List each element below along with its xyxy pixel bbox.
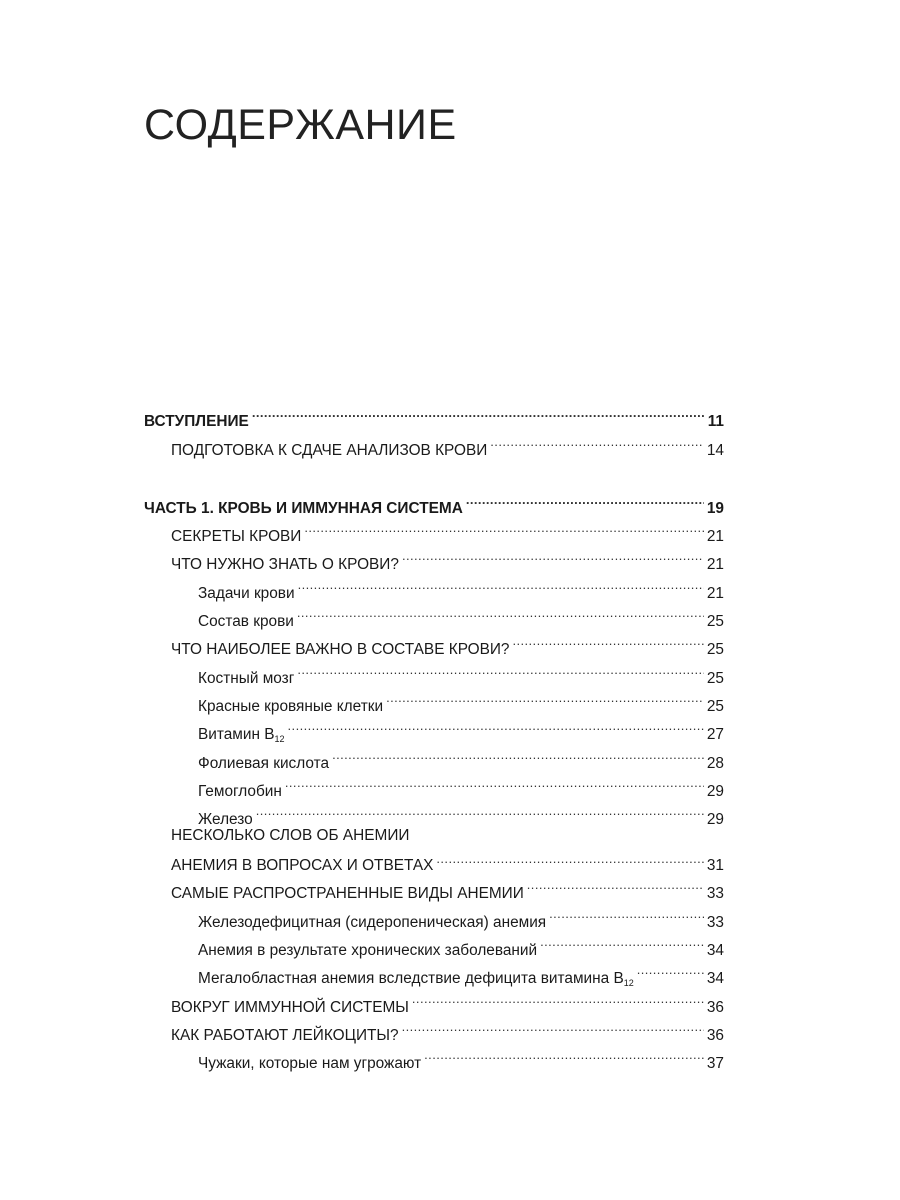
toc-page-number: 19 <box>706 499 724 517</box>
toc-entry-label: Железо <box>198 811 253 829</box>
toc-page-number: 27 <box>706 726 724 744</box>
toc-entry-label: Витамин $В_{12}$ <box>198 726 285 745</box>
toc-entry-red-cells[interactable] <box>144 683 724 715</box>
toc-entry-label: Фолиевая кислота <box>198 754 330 772</box>
dot-leader <box>402 541 704 569</box>
toc-entry-threats[interactable] <box>144 1040 724 1073</box>
toc-entry-label: Красные кровяные клетки <box>198 697 384 715</box>
toc-page-number: 29 <box>706 782 724 800</box>
toc-entry-hemoglobin[interactable] <box>144 768 724 800</box>
toc-entry-label: КАК РАБОТАЮТ ЛЕЙКОЦИТЫ? <box>171 1026 399 1044</box>
toc-page-number: 25 <box>706 641 724 659</box>
toc-entry-bone-marrow[interactable] <box>144 654 724 687</box>
dot-leader <box>540 927 704 955</box>
toc-page-number: 34 <box>706 970 724 988</box>
toc-page-number: 37 <box>706 1055 724 1073</box>
toc-entry-blood-test-prep[interactable] <box>144 426 724 459</box>
toc-page-number: 31 <box>706 857 724 875</box>
toc-page-number: 33 <box>706 885 724 903</box>
page-title: СОДЕРЖАНИЕ <box>144 101 457 149</box>
toc-entry-most-important[interactable] <box>144 626 724 659</box>
toc-page-number: 21 <box>706 528 724 546</box>
dot-leader <box>332 739 704 767</box>
dot-leader <box>424 1040 704 1068</box>
toc-entry-folic-acid[interactable] <box>144 739 724 772</box>
toc-page-number: 36 <box>706 1026 724 1044</box>
toc-entry-label: Чужаки, которые нам угрожают <box>198 1055 422 1073</box>
subscript: 12 <box>274 734 285 745</box>
dot-leader <box>527 870 704 898</box>
toc-entry-label: ПОДГОТОВКА К СДАЧЕ АНАЛИЗОВ КРОВИ <box>171 441 488 459</box>
toc-page-number: 36 <box>706 998 724 1016</box>
toc-page-number: 21 <box>706 584 724 602</box>
toc-page-number: 29 <box>706 811 724 829</box>
toc-page-number: 25 <box>706 697 724 715</box>
dot-leader <box>297 654 704 682</box>
toc-entry-megaloblastic[interactable] <box>144 955 724 989</box>
dot-leader <box>513 626 704 654</box>
dot-leader <box>412 983 704 1011</box>
toc-page-number: 25 <box>706 613 724 631</box>
toc-page-number: 28 <box>706 754 724 772</box>
dot-leader <box>298 569 704 597</box>
toc-entry-label: АНЕМИЯ В ВОПРОСАХ И ОТВЕТАХ <box>171 857 434 875</box>
toc-entry-iron[interactable] <box>144 796 724 829</box>
toc-entry-label: ЧТО НАИБОЛЕЕ ВАЖНО В СОСТАВЕ КРОВИ? <box>171 641 510 659</box>
toc-entry-label: Анемия в результате хронических заболеваний <box>198 942 538 960</box>
dot-leader <box>386 683 704 711</box>
toc-entry-immune-system[interactable] <box>144 983 724 1016</box>
dot-leader <box>304 513 704 541</box>
dot-leader <box>256 796 704 824</box>
toc-page-number: 11 <box>707 413 724 431</box>
toc-page-number: 33 <box>706 913 724 931</box>
toc-page-number: 21 <box>706 556 724 574</box>
toc-entry-label: Гемоглобин <box>198 782 282 800</box>
subscript: 12 <box>623 978 634 989</box>
toc-entry-label: Мегалобластная анемия вследствие дефицита витамина $В_{12}$ <box>198 970 634 989</box>
toc-entry-anemia-types[interactable] <box>144 870 724 903</box>
toc-entry-label-line1: НЕСКОЛЬКО СЛОВ ОБ АНЕМИИ <box>171 827 410 845</box>
toc-entry-anemia-qa[interactable] <box>144 824 724 875</box>
toc-entry-label: ВОКРУГ ИММУННОЙ СИСТЕМЫ <box>171 998 409 1016</box>
toc-entry-iron-deficiency[interactable] <box>144 898 724 931</box>
dot-leader <box>402 1012 704 1040</box>
toc-entry-label: Костный мозг <box>198 669 295 687</box>
toc-entry-label: ЧАСТЬ 1. КРОВЬ И ИММУННАЯ СИСТЕМА <box>144 499 463 517</box>
toc-entry-about-blood[interactable] <box>144 541 724 574</box>
toc-entry-label: ЧТО НУЖНО ЗНАТЬ О КРОВИ? <box>171 556 399 574</box>
toc-entry-blood-secrets[interactable] <box>144 513 724 546</box>
toc-entry-label: Железодефицитная (сидеропеническая) анемия <box>198 913 547 931</box>
dot-leader <box>252 398 705 426</box>
toc-entry-label: САМЫЕ РАСПРОСТРАНЕННЫЕ ВИДЫ АНЕМИИ <box>171 885 524 903</box>
toc-entry-introduction[interactable] <box>144 398 724 431</box>
toc-entry-label: Задачи крови <box>198 584 295 602</box>
toc-entry-vitamin-b12[interactable] <box>144 711 724 745</box>
table-of-contents <box>144 398 724 1073</box>
toc-entry-chronic-anemia[interactable] <box>144 927 724 960</box>
toc-entry-label: Состав крови <box>198 613 294 631</box>
toc-entry-blood-composition[interactable] <box>144 598 724 631</box>
toc-entry-blood-tasks[interactable] <box>144 569 724 602</box>
dot-leader <box>288 711 704 739</box>
toc-page-number: 34 <box>706 942 724 960</box>
toc-page-number: 25 <box>706 669 724 687</box>
dot-leader <box>297 598 704 626</box>
toc-page-number: 14 <box>706 441 724 459</box>
dot-leader <box>466 485 704 513</box>
toc-entry-leukocytes[interactable] <box>144 1012 724 1044</box>
toc-entry-label: ВСТУПЛЕНИЕ <box>144 413 249 431</box>
dot-leader <box>490 426 704 454</box>
toc-entry-label: СЕКРЕТЫ КРОВИ <box>171 528 302 546</box>
dot-leader <box>436 846 703 870</box>
dot-leader <box>549 898 704 926</box>
dot-leader <box>285 768 704 796</box>
dot-leader <box>637 955 704 983</box>
toc-entry-part-1[interactable] <box>144 485 724 517</box>
